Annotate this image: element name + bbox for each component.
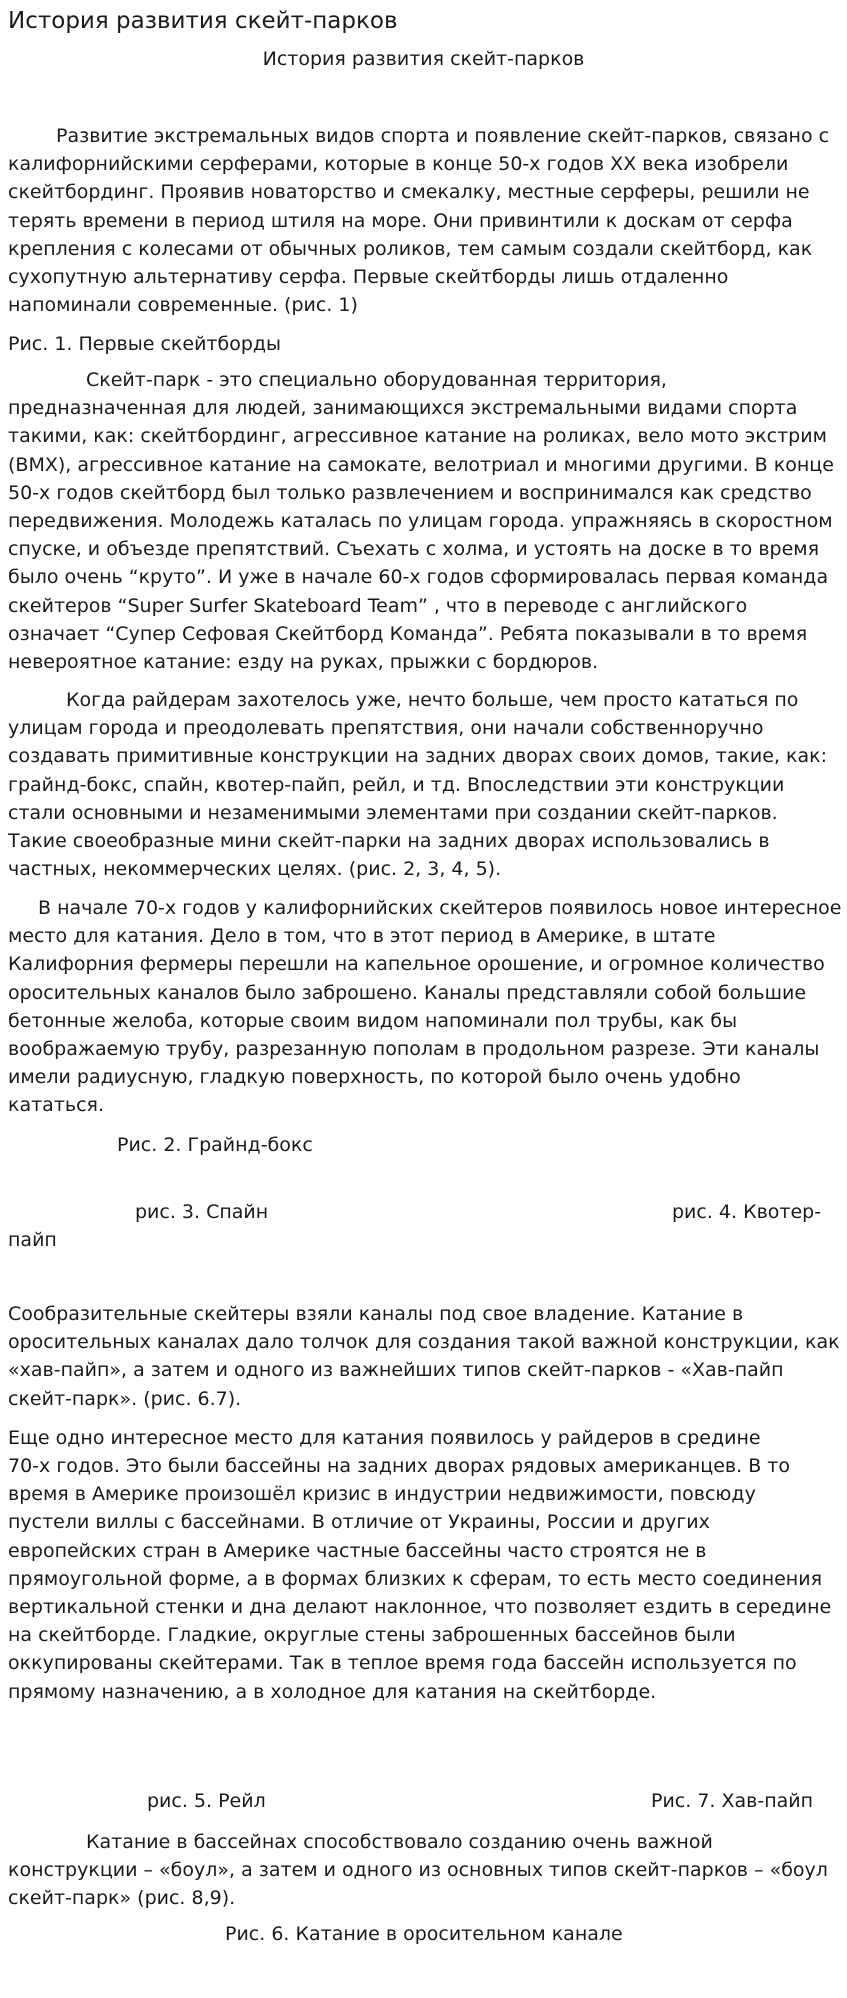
figure-caption-1: Рис. 1. Первые скейтборды [8, 333, 282, 355]
document-title: История развития скейт-парков [8, 8, 398, 34]
figure-caption-6: Рис. 6. Катание в оросительном канале [225, 1923, 623, 1945]
figure-caption-2: Рис. 2. Грайнд-бокс [117, 1134, 313, 1156]
paragraph-irrigation-canals: В начале 70-х годов у калифорнийских скейтеров появилось новое интересное место для катания. Дело в том, что в этот период в Америке, в штате Калифорния фермеры перешли на капельное орошение, и огромное количество оросительных каналов было заброшено. Каналы представляли собой большие бетонные желоба, которые своим видом напоминали пол трубы, как бы воображаемую трубу, разрезанную пополам в продольном разрезе. Эти каналы имели радиусную, гладкую поверхность, по которой было очень удобно кататься. [8, 897, 842, 1117]
paragraph-pools-line1: Еще одно интересное место для катания появилось у райдеров в средине [8, 1427, 761, 1449]
figure-caption-7: Рис. 7. Хав-пайп [651, 1790, 814, 1812]
figure-caption-3: рис. 3. Спайн [135, 1201, 269, 1223]
paragraph-pools: 70-х годов. Это были бассейны на задних дворах рядовых американцев. В то время в Америке произошёл кризис в индустрии недвижимости, повсюду пустели виллы с бассейнами. В отличие от Украины, России и других европейских стран в Америке частные бассейны часто строятся не в прямоугольной форме, а в формах близких к сферам, то есть место соединения вертикальной стенки и дна делают наклонное, что позволяет ездить в середине на скейтборде. Гладкие, округлые стены заброшенных бассейнов были оккупированы скейтерами. Так в теплое время года бассейн используется по прямому назначению, а в холодное для катания на скейтборде. [8, 1455, 832, 1703]
paragraph-skatepark-definition: Скейт-парк - это специально оборудованная территория, предназначенная для людей, занимающихся экстремальными видами спорта такими, как: скейтбординг, агрессивное катание на роликах, вело мото экстрим (BMX), агрессивное катание на самокате, велотриал и многими другими. В конце 50-х годов скейтборд был только развлечением и воспринимался как средство передвижения. Молодежь каталась по улицам города. упражняясь в скоростном спуске, и объезде препятствий. Съехать с холма, и устоять на доске в то время было очень “круто”. И уже в начале 60-х годов сформировалась первая команда скейтеров “Super Surfer Skateboard Team” , что в переводе с английского означает “Супер Сефовая Скейтборд Команда”. Ребята показывали в то время невероятное катание: езду на руках, прыжки с бордюров. [8, 369, 834, 674]
paragraph-half-pipe: Сообразительные скейтеры взяли каналы под свое владение. Катание в оросительных каналах дало толчок для создания такой важной конструкции, как «хав-пайп», а затем и одного из важнейших типов скейт-парков - «Хав-пайп скейт-парк». (рис. 6.7). [8, 1303, 840, 1410]
figure-caption-5: рис. 5. Рейл [147, 1790, 266, 1812]
figure-caption-4-continued: пайп [8, 1229, 57, 1251]
figure-caption-4: рис. 4. Квотер- [672, 1201, 822, 1223]
paragraph-intro: Развитие экстремальных видов спорта и появление скейт-парков, связано с калифорнийскими серферами, которые в конце 50-х годов XX века изобрели скейтбординг. Проявив новаторство и смекалку, местные серферы, решили не терять времени в период штиля на море. Они привинтили к доскам от серфа крепления с колесами от обычных роликов, тем самым создали скейтборд, как сухопутную альтернативу серфа. Первые скейтборды лишь отдаленно напоминали современные. (рис. 1) [8, 125, 830, 317]
paragraph-bowl: Катание в бассейнах способствовало созданию очень важной конструкции – «боул», а затем и одного из основных типов скейт-парков – «боул скейт-парк» (рис. 8,9). [8, 1831, 828, 1910]
paragraph-backyard-constructions: Когда райдерам захотелось уже, нечто больше, чем просто кататься по улицам города и преодолевать препятствия, они начали собственноручно создавать примитивные конструкции на задних дворах своих домов, такие, как: грайнд-бокс, спайн, квотер-пайп, рейл, и тд. Впоследствии эти конструкции стали основными и незаменимыми элементами при создании скейт-парков. Такие своеобразные мини скейт-парки на задних дворах использовались в частных, некоммерческих целях. (рис. 2, 3, 4, 5). [8, 689, 828, 881]
article-title: История развития скейт-парков [262, 48, 585, 70]
